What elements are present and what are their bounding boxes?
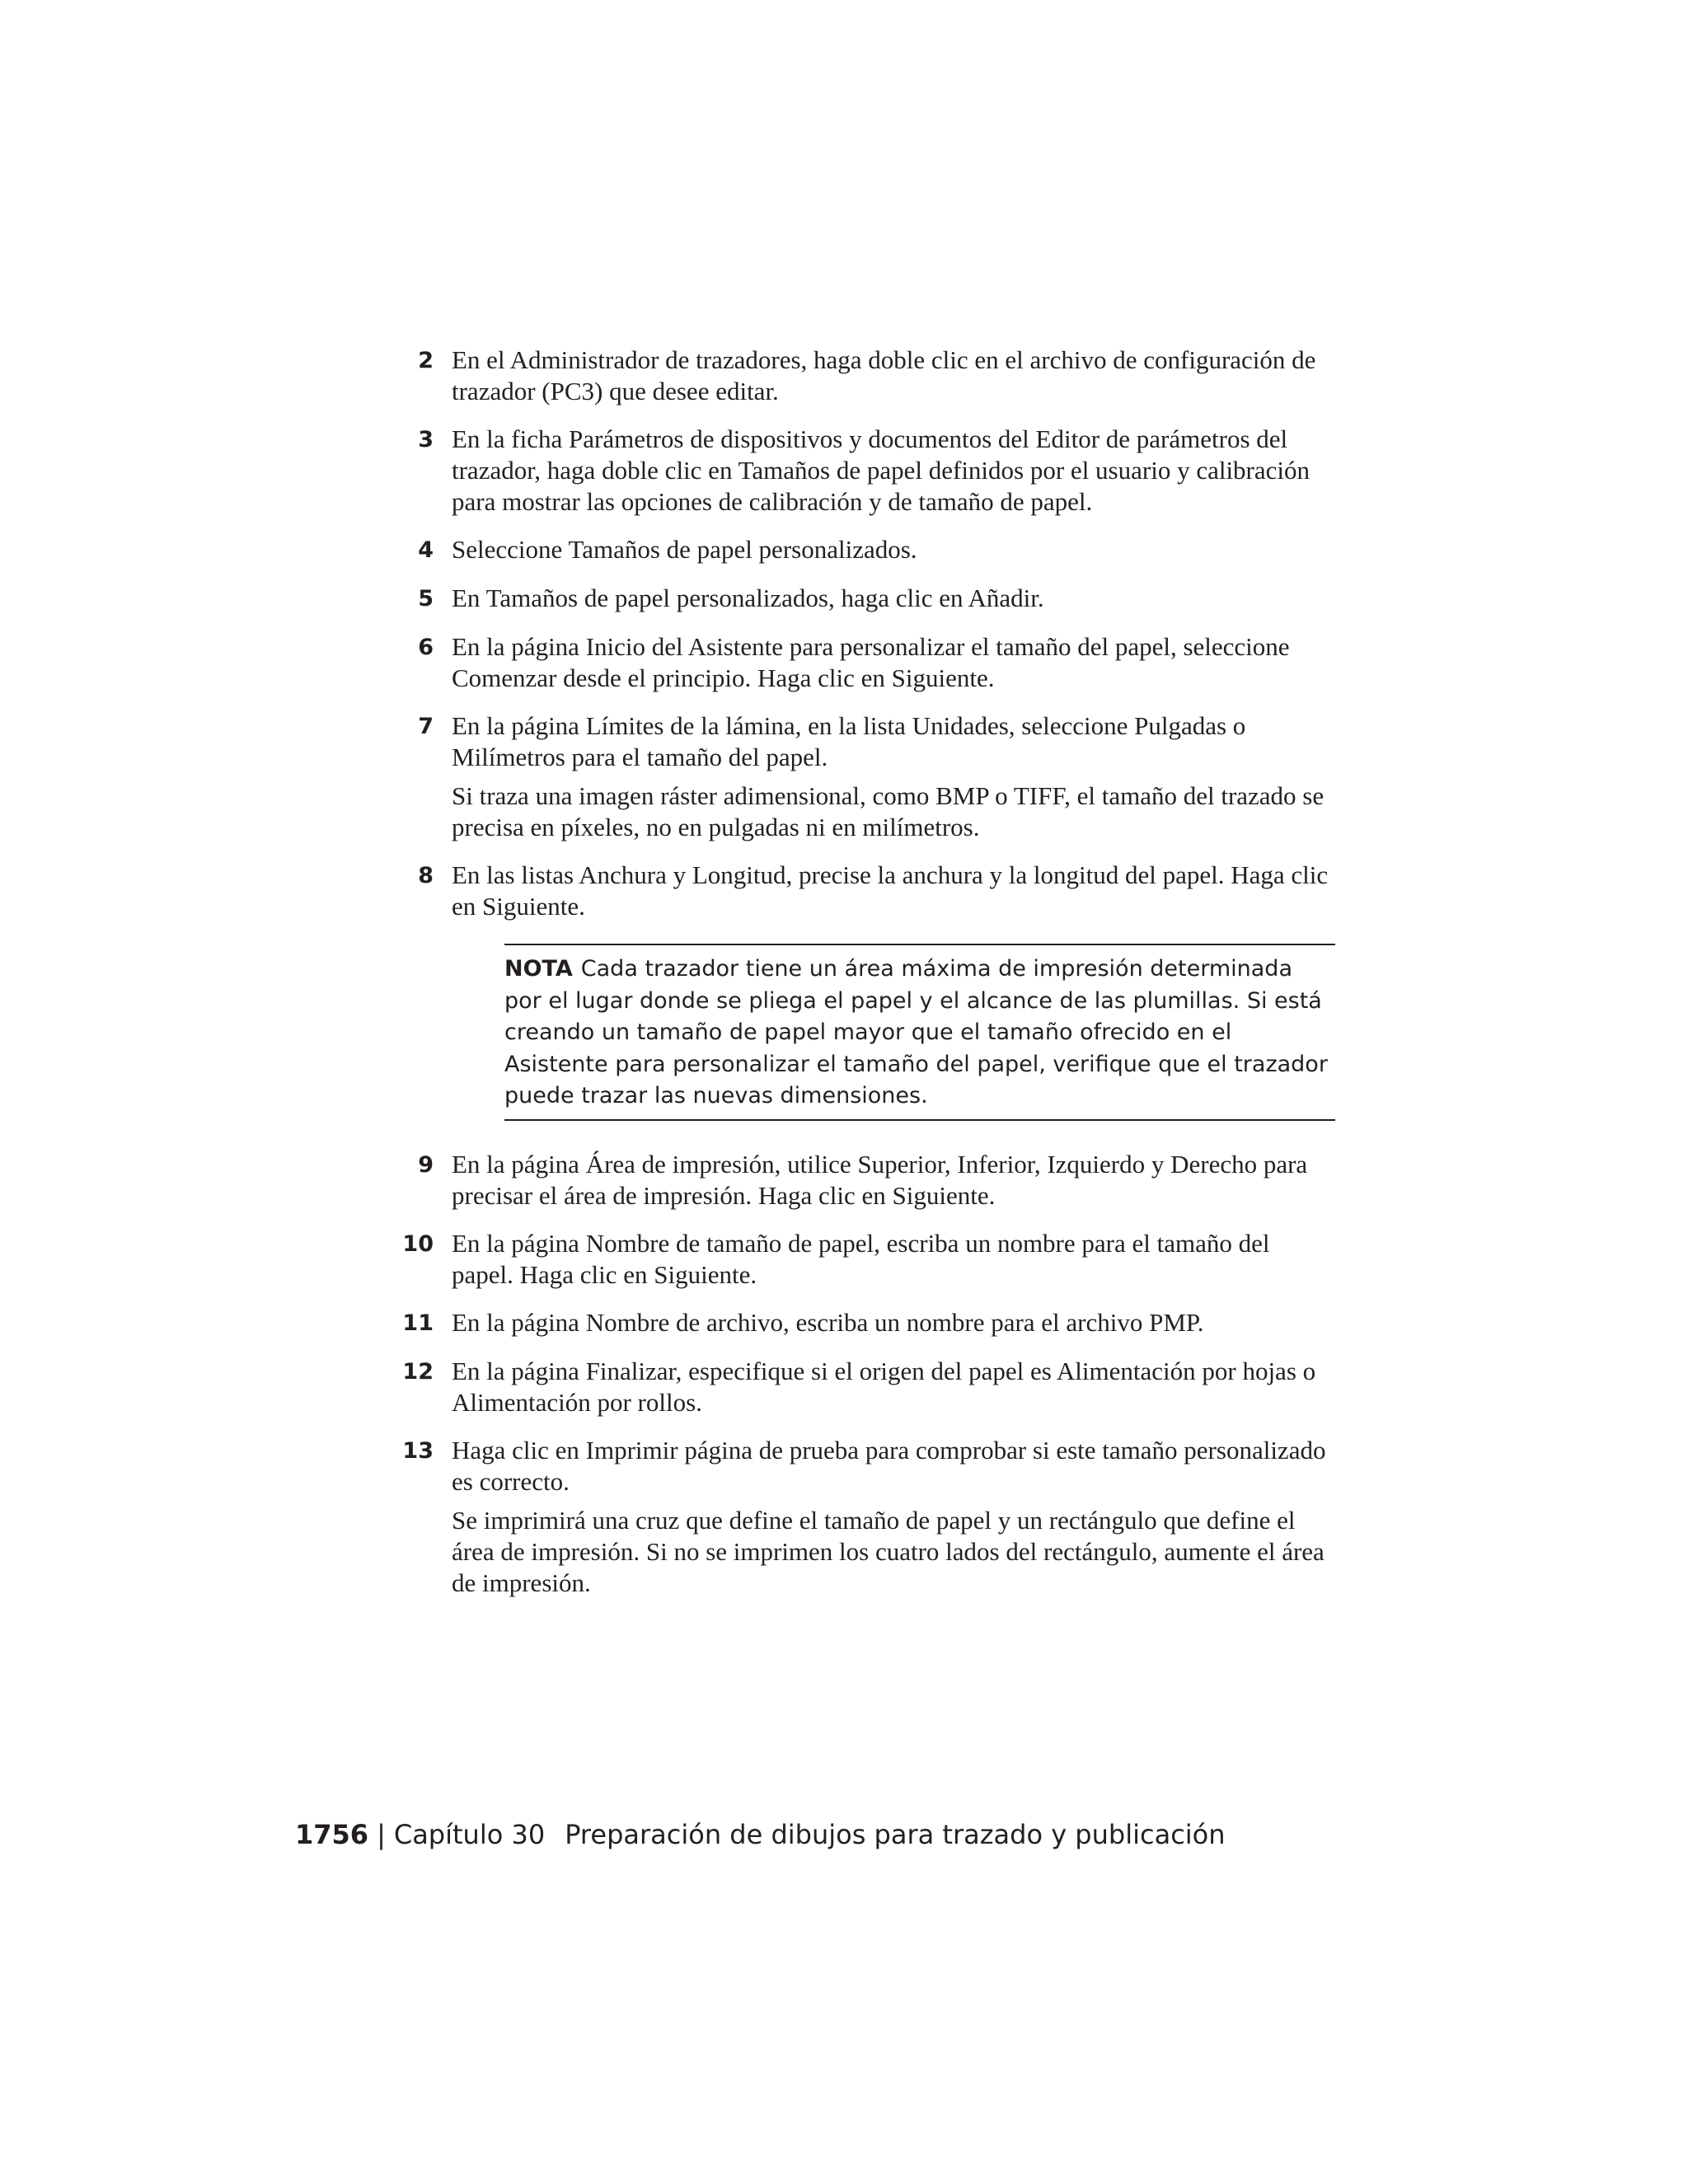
step-paragraph: En la página Límites de la lámina, en la lista Unidades, seleccione Pulgadas o Milímetros para el tamaño del papel. xyxy=(452,711,1246,771)
step-body xyxy=(452,344,1335,407)
note-text: Cada trazador tiene un área máxima de impresión determinada por el lugar donde se pliega el papel y el alcance de las plumillas. Si está creando un tamaño de papel mayor que el tamaño ofrecido en el Asistente para personalizar el tamaño del papel, verifique que el trazador puede trazar las nuevas dimensiones. xyxy=(504,956,1328,1108)
step-number: 3 xyxy=(418,427,434,452)
step-number: 9 xyxy=(418,1151,434,1178)
step-number: 6 xyxy=(418,635,434,660)
step-paragraph: En la página Inicio del Asistente para personalizar el tamaño del papel, seleccione Comenzar desde el principio. Haga clic en Siguiente. xyxy=(452,632,1290,692)
step-body xyxy=(452,631,1335,694)
step-number: 11 xyxy=(402,1310,434,1336)
step-paragraph: En la página Nombre de tamaño de papel, escriba un nombre para el tamaño del papel. Haga clic en Siguiente. xyxy=(452,1228,1270,1289)
step-item xyxy=(402,1307,1335,1339)
step-item xyxy=(418,860,1335,922)
step-number: 13 xyxy=(402,1437,434,1464)
step-paragraph: Seleccione Tamaños de papel personalizados. xyxy=(452,535,917,564)
step-list xyxy=(402,1149,1335,1599)
step-body xyxy=(452,1356,1335,1418)
step-number: 5 xyxy=(418,586,434,612)
step-body xyxy=(452,710,1335,843)
step-body xyxy=(452,1228,1335,1291)
chapter-label: Capítulo 30 xyxy=(393,1819,546,1850)
step-paragraph: En la página Finalizar, especifique si el origen del papel es Alimentación por hojas o Alimentación por rollos. xyxy=(452,1356,1316,1417)
step-paragraph: En la página Área de impresión, utilice Superior, Inferior, Izquierdo y Derecho para precisar el área de impresión. Haga clic en Siguiente. xyxy=(452,1149,1308,1210)
step-item xyxy=(418,534,1335,566)
step-item xyxy=(402,1435,1335,1599)
step-number: 8 xyxy=(418,863,434,888)
chapter-title: Preparación de dibujos para trazado y publicación xyxy=(565,1819,1226,1850)
step-number: 10 xyxy=(402,1230,434,1257)
step-item xyxy=(418,710,1335,843)
step-item xyxy=(418,631,1335,694)
document-content xyxy=(402,344,1335,1615)
note-box xyxy=(504,944,1335,1121)
step-item xyxy=(418,583,1335,615)
step-item xyxy=(418,344,1335,407)
step-item xyxy=(402,1356,1335,1418)
step-body xyxy=(452,583,1335,615)
step-list xyxy=(418,344,1335,922)
step-number: 7 xyxy=(418,714,434,739)
step-number: 4 xyxy=(418,537,434,563)
step-body xyxy=(452,424,1335,518)
step-item xyxy=(402,1228,1335,1291)
step-body xyxy=(452,860,1335,922)
step-paragraph: En el Administrador de trazadores, haga doble clic en el archivo de configuración de trazador (PC3) que desee editar. xyxy=(452,345,1316,405)
step-item xyxy=(418,424,1335,518)
step-paragraph: En las listas Anchura y Longitud, precise la anchura y la longitud del papel. Haga clic en Siguiente. xyxy=(452,860,1329,921)
page-number: 1756 xyxy=(295,1819,369,1850)
step-paragraph: Se imprimirá una cruz que define el tamaño de papel y un rectángulo que define el área de impresión. Si no se imprimen los cuatro lados del rectángulo, aumente el área de impresión. xyxy=(452,1505,1325,1597)
step-number: 12 xyxy=(402,1358,434,1385)
note-label: NOTA xyxy=(504,956,573,982)
step-body xyxy=(452,1307,1335,1339)
footer-separator: | xyxy=(377,1819,386,1850)
step-paragraph: En Tamaños de papel personalizados, haga clic en Añadir. xyxy=(452,583,1044,612)
page-footer xyxy=(295,1818,1226,1851)
step-body xyxy=(452,1149,1335,1212)
step-number: 2 xyxy=(418,348,434,373)
step-paragraph: Haga clic en Imprimir página de prueba para comprobar si este tamaño personalizado es correcto. xyxy=(452,1435,1326,1496)
step-item xyxy=(418,1149,1335,1212)
step-paragraph: En la página Nombre de archivo, escriba un nombre para el archivo PMP. xyxy=(452,1307,1204,1337)
step-body xyxy=(452,534,1335,566)
step-paragraph: Si traza una imagen ráster adimensional, como BMP o TIFF, el tamaño del trazado se precisa en píxeles, no en pulgadas ni en milímetros. xyxy=(452,781,1325,841)
step-body xyxy=(452,1435,1335,1599)
step-paragraph: En la ficha Parámetros de dispositivos y documentos del Editor de parámetros del trazador, haga doble clic en Tamaños de papel definidos por el usuario y calibración para mostrar las opciones de calibración y de tamaño de papel. xyxy=(452,424,1311,516)
